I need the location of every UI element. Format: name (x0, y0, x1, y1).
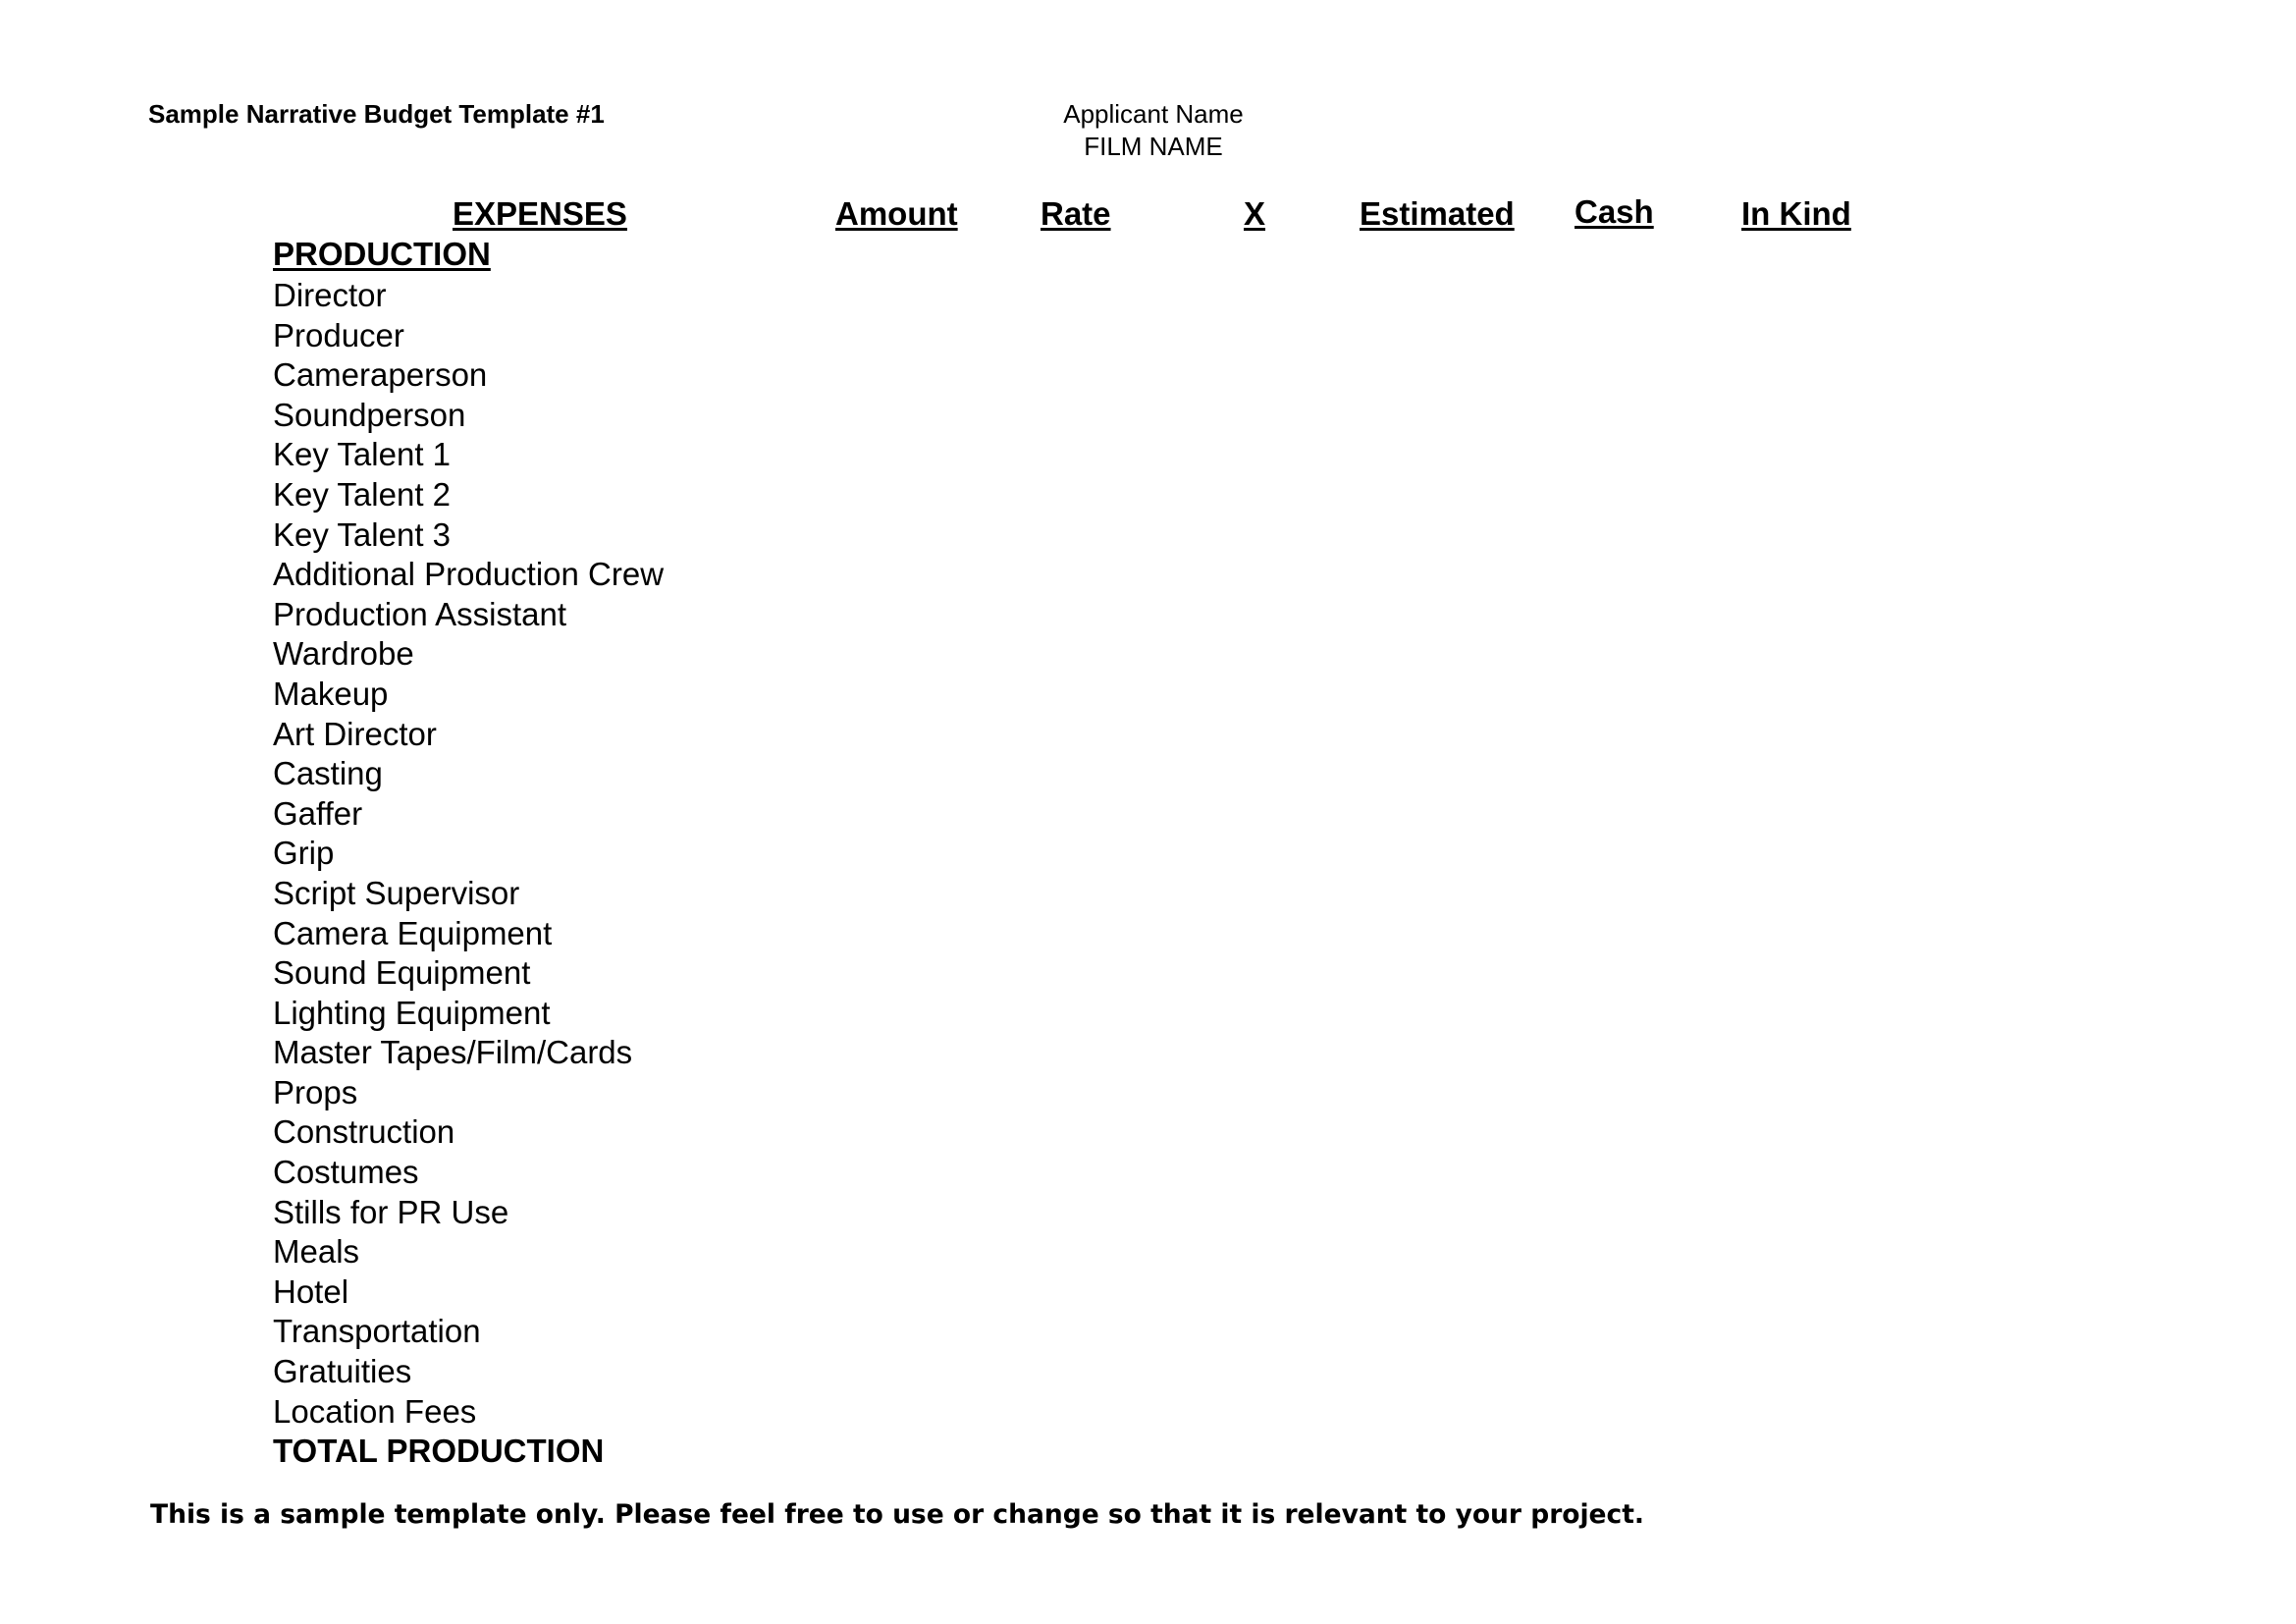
applicant-name: Applicant Name (1063, 99, 1244, 129)
expense-item: Hotel (273, 1272, 349, 1310)
expense-item: Key Talent 1 (273, 436, 452, 473)
expense-item: Producer (273, 316, 404, 353)
expense-item: Lighting Equipment (273, 994, 551, 1031)
total-production-label: TOTAL PRODUCTION (273, 1433, 605, 1469)
column-header-amount: Amount (835, 195, 958, 232)
expense-item: Production Assistant (273, 595, 566, 632)
expense-item: Director (273, 277, 387, 313)
expense-item: Stills for PR Use (273, 1193, 509, 1230)
film-name: FILM NAME (1084, 132, 1223, 161)
expense-item: Additional Production Crew (273, 556, 665, 593)
expense-item: Soundperson (273, 396, 466, 433)
expense-item: Makeup (273, 675, 389, 712)
column-header-in-kind: In Kind (1741, 195, 1851, 232)
expense-item: Camera Equipment (273, 914, 553, 951)
expense-item: Props (273, 1073, 358, 1110)
expense-item: Master Tapes/Film/Cards (273, 1034, 633, 1071)
expense-item: Script Supervisor (273, 874, 520, 911)
expense-item: Sound Equipment (273, 954, 531, 992)
column-header-cash: Cash (1575, 193, 1654, 230)
expense-item: Wardrobe (273, 635, 414, 673)
expense-item: Art Director (273, 715, 437, 752)
expense-item: Costumes (273, 1154, 419, 1191)
column-header-expenses: EXPENSES (453, 195, 627, 232)
expense-item: Location Fees (273, 1392, 477, 1430)
expense-list (273, 276, 664, 1432)
expense-item: Transportation (273, 1313, 481, 1350)
column-header-rate: Rate (1041, 195, 1111, 232)
expense-item: Casting (273, 755, 383, 792)
column-header-x: X (1244, 195, 1266, 232)
expense-item: Cameraperson (273, 356, 488, 394)
expense-item: Grip (273, 835, 335, 872)
expense-item: Construction (273, 1113, 455, 1151)
expense-item: Key Talent 3 (273, 515, 452, 553)
footnote: This is a sample template only. Please feel free to use or change so that it is relevant to your project. (150, 1499, 1644, 1530)
column-header-estimated: Estimated (1360, 195, 1515, 232)
expense-item: Key Talent 2 (273, 475, 452, 513)
expense-item: Gratuities (273, 1353, 412, 1390)
expense-item: Gaffer (273, 794, 363, 832)
document-title: Sample Narrative Budget Template #1 (148, 99, 605, 129)
section-title-production: PRODUCTION (273, 236, 491, 272)
expense-item: Meals (273, 1233, 360, 1271)
